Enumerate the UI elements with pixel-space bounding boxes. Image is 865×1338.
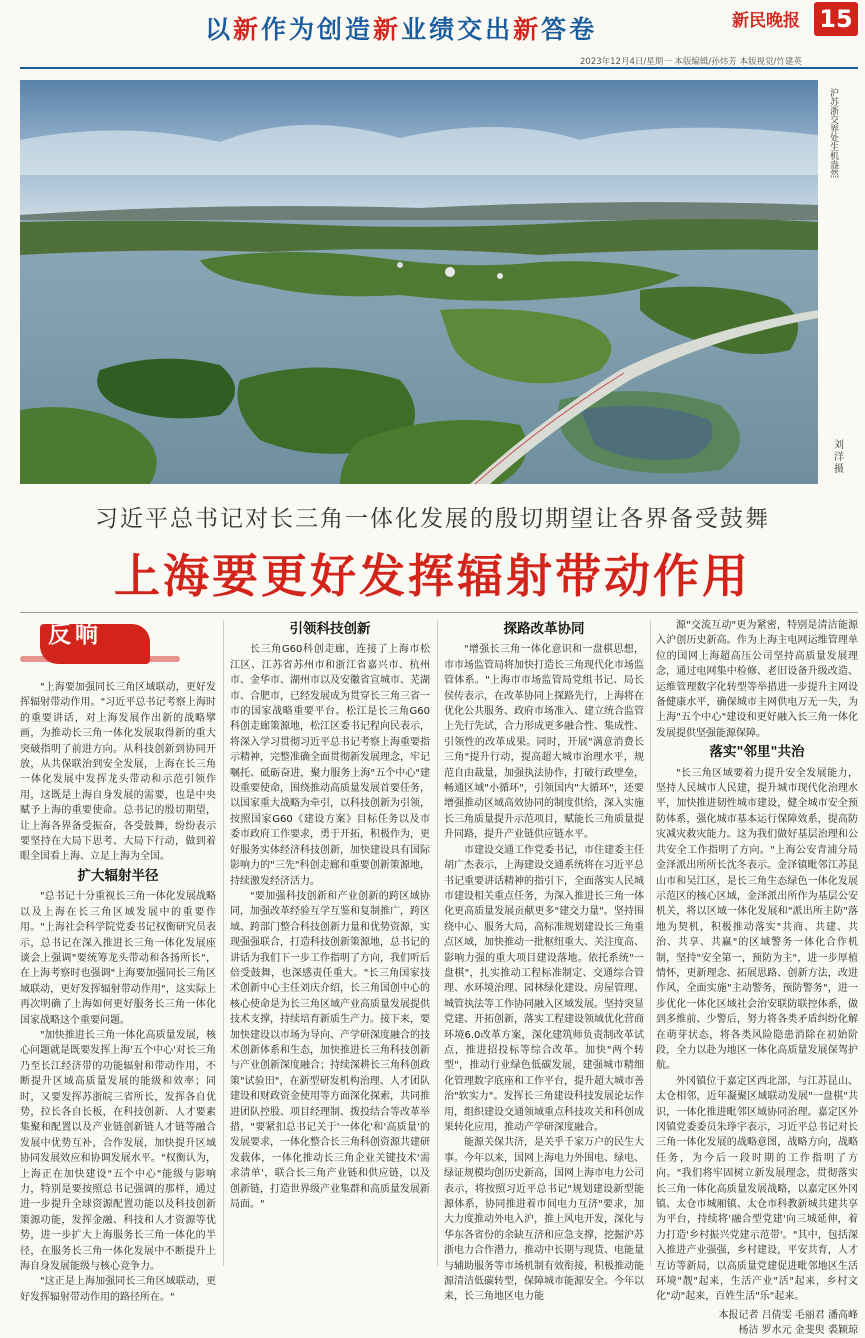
article-column-3 <box>444 618 644 1303</box>
section-heading: 落实"邻里"共治 <box>709 744 805 761</box>
photo-credit: 刘洋摄 <box>834 440 844 475</box>
headline-rule <box>20 612 858 613</box>
reporter-line: 杨洁 罗水元 金斐臾 裘颖琼 <box>738 1324 858 1336</box>
page-number: 15 <box>814 2 858 36</box>
dateline: 2023年12月4日/星期一 本版编辑/孙炜芳 本版视觉/竹建英 <box>580 57 802 67</box>
section-heading: 探路改革协同 <box>503 621 585 637</box>
header-rule <box>20 67 858 69</box>
aerial-photo <box>20 80 818 484</box>
paragraph: 能源关保共济，是关乎千家万户的民生大事。今年以来，国网上海电力外围电、绿电、绿证规模均创历史新高，国网上海市电力公司表示，将按照习近平总书记"规划建设新型能源体系，协同推进着市间电力互济"要求，加大力度推动外电入沪，推上风电开发，深化与华东各省份的余缺互济和应急支撑，挖掘沪苏浙电力合作潜力，推动中长期与现货、电能量与辅助服务等市场机制有效衔接，积极推动能源清洁低碳转型，保障城市能源安全。今年以来，长三角地区电力能 <box>444 1137 644 1303</box>
paragraph: "总书记十分重视长三角一体化发展战略以及上海在长三角区域发展中的重要作用。"上海社会科学院党委书记权衡研究员表示，总书记在深入推进长三角一体化发展座谈会上强调"要统筹龙头带动和各扬所长"，在上海考察时也强调"上海要加强同长三角区域联动，更好发挥辐射带动作用"，这实际上再次明确了上海如何更好服务长三角一体化国家战略这个重要问题。 <box>20 891 216 1026</box>
column-divider <box>437 620 438 1266</box>
paragraph: "加快推进长三角一体化高质量发展，核心问题就是既要发挥上海'五个中心'对长三角乃至长江经济带的功能辐射和带动作用，不断提升区域高质量发展的能级和效率；同时，又要发挥苏浙皖三省所长，发挥各自优势，拉长各自长板，在科技创新、人才要素集聚和配置以及产业链创新链人才链等融合发展中优势互补，合作发展，加快提升区域协同发展效应和协调发展水平。"权衡认为，上海正在加快建设"五个中心"能级与影响力，特别是要按照总书记强调的那样，通过进一步提升全球资源配置功能以及科技创新策源功能，发挥金融、科技和人才资源等优势，进一步扩大上海服务长三角一体化的半径，在服务长三角一体化发展中不断提升上海自身发展能级与核心竞争力。 <box>20 1029 216 1273</box>
section-heading: 引领科技创新 <box>289 621 371 637</box>
subheadline: 习近平总书记对长三角一体化发展的殷切期望让各界备受鼓舞 <box>95 506 770 532</box>
section-heading: 扩大辐射半径 <box>77 867 159 884</box>
photo-caption: 沪苏浙交界处生机盎然 <box>828 88 838 178</box>
reaction-badge <box>20 618 216 674</box>
paragraph: 长三角G60科创走廊，连接了上海市松江区、江苏省苏州市和浙江省嘉兴市、杭州市、金华市、湖州市以及安徽省宣城市、芜湖市、合肥市，已经发展成为贯穿长三角三省一市的国家战略重要平台。松江是长三角G60科创走廊策源地，松江区委书记程向民表示，将深入学习贯彻习近平总书记考察上海重要指示精神，完整准确全面贯彻新发展理念，牢记嘱托、砥砺奋进，聚力服务上海"五个中心"建设重要使命，围绕推动高质量发展首要任务，以国家重大战略为牵引，以科技创新为引领，按照国家G60《建设方案》目标任务以及市委市政府工作要求，勇于开拓，积极作为，更好服务实体经济科技创新，加快建设具有国际影响力的"三先"科创走廊和重要创新策源地，持续激发经济活力。 <box>230 644 430 887</box>
page-slogan: 以新作为创造新业绩交出新答卷 <box>205 15 598 44</box>
column-divider <box>650 620 651 1266</box>
paragraph: 源"交流互动"更为紧密，特别是清洁能源入沪创历史新高。作为上海主电网运维管理单位的国网上海超高压公司坚持高质量发展理念，通过电网集中检修、老旧设备升级改造、运维管理数字化转型等举措进一步提升主网设备健康水平，确保城市主网供电万无一失，为上海"五个中心"建设和更好融入长三角一体化发展提供坚强能源保障。 <box>656 620 858 739</box>
paragraph: 市建设交通工作党委书记，市住建委主任胡广杰表示，上海建设交通系统将在习近平总书记重要讲话精神的指引下，全面落实人民城市建设相关重点任务，为深入推进长三角一体化更高质量发展贡献更多"建交力量"。坚持围绕中心、服务大局，高标准规划建设长三角重点区域，加快推动一批枢纽重大、关注度高、影响力强的重大项目建设落地。依托系统"一盘棋"，扎实推动工程标准制定、交通综合管理、水环境治理、园林绿化建设、房屋管理、城管执法等工作协同融入区域发展。坚持突显党建、开拓创新，落实工程建设领域优化营商环境6.0改革方案，深化建筑师负责制改革试点，推进招投标等综合改革。加快"两个转型"，推动行业绿色低碳发展，建强城市精细化管理数字底座和工作平台，提升超大城市善治"软实力"。发挥长三角建设科技发展论坛作用，组织建设交通领域重点科技攻关和科创成果转化应用，推动产学研深度融合。 <box>444 844 644 1133</box>
reporter-byline <box>656 1308 858 1338</box>
paragraph: "这正是上海加强同长三角区域联动，更好发挥辐射带动作用的路径所在。" <box>20 1276 216 1303</box>
article-column-1 <box>20 618 216 1303</box>
paragraph: "上海要加强同长三角区域联动，更好发挥辐射带动作用。"习近平总书记考察上海时的重要讲话，对上海发展作出新的战略擘画，为推动长三角一体化发展取得新的重大突破指明了前进方向。从科技创新到协同开放，从共保联治到安全发展，上海在长三角一体化发展中发挥龙头带动和示范引领作用，这既是上海自身发展的需要，也是中央赋予上海的重要使命。总书记的殷切期望，让上海各界备受振奋，各受鼓舞，纷纷表示要坚持在大局下思考、大局下行动，做到着眼全国看上海、立足上海为全国。 <box>20 682 216 863</box>
article-column-2 <box>230 618 430 1266</box>
column-divider <box>223 620 224 1266</box>
headline: 上海要更好发挥辐射带动作用 <box>114 549 751 603</box>
reporter-line: 本报记者 吕倩雯 毛丽君 潘高峰 <box>718 1309 858 1321</box>
page-header <box>0 0 865 52</box>
paragraph: "长三角区域要着力提升安全发展能力，坚持人民城市人民建，提升城市现代化治理水平，加快推进韧性城市建设，健全城市安全预防体系，强化城市基本运行保障效系，提高防灾减灾救灾能力。这为我们做好基层治理和公共安全工作指明了方向。"上海公安青浦分局金泽派出所所长沈冬表示。金泽镇毗邻江苏昆山市和吴江区，是长三角生态绿色一体化发展示范区的核心区域，金泽派出所作为基层公安机关，将以区域一体化发展和"派出所主防"落地为契机，积极推动落实"共商、共建、共治、共享、共赢"的区域警务一体化合作机制，坚持"安全第一，预防为主"，进一步厚植情怀，更新理念、拓展思路、创新方法，改进作风，全面实施"主动警务，预防警务"，进一步优化一体化区域社会治安联防联控体系，做到多维前、少警后，努力将各类矛盾纠纷化解在萌芽状态，将各类风险隐患消除在初始阶段，全力以赴为地区一体化高质量发展保驾护航。 <box>656 767 858 1072</box>
badge-label: 反响 <box>48 622 102 648</box>
paragraph: "要加强科技创新和产业创新的跨区域协同，加强改革经验互学互鉴和复制推广，跨区域、跨部门整合科技创新力量和优势资源，实现强强联合，打造科技创新策源地，总书记的讲话为我们下一步工作指明了方向，我们听后倍受鼓舞，也深感责任重大。"长三角国家技术创新中心主任刘庆介绍，长三角国创中心的核心使命是为长三角区域产业高质量发展提供技术支撑，持续培育新质生产力。接下来，要加快建设以市场为导向、产学研深度融合的技术创新体系和生态，加快推进长三角科技创新与产业创新深度融合；持续深耕长三角科创政策"试验田"，在新型研发机构治理、人才团队建设和财政资金使用等方面深化探索，共同推进团队控股、项目经理制、拨投结合等改革举措，"要紧扣总书记关于'一体化'和'高质量'的发展要求，一体化整合长三角科创资源共建研发载体，一体化推动长三角企业关键技术'需求清单'，联合长三角产业链和供应链，以及创新链，打造世界级产业集群和高质量发展新局面。" <box>230 890 430 1211</box>
paragraph: 外冈镇位于嘉定区西北部，与江苏昆山、太仓相邻，近年凝聚区域联动发展"一盘棋"共识，一体化推进毗邻区域协同治理。嘉定区外冈镇党委委员朱琤宇表示，习近平总书记对长三角一体化发展的战略意图，战略方向，战略任务，为今后一段时期的工作指明了方向。"我们将牢固树立新发展理念，贯彻落实长三角一体化高质量发展战略，以嘉定区外冈镇、太仓市城厢镇、太仓市科教新城共建共享为平台，持续将'融合型党建'向三城延伸，着力打造'乡村振兴党建示范带'。"其中，包括深入推进产业强强，乡村建设，平安共育，人才互访等新局，以高质量党建促进毗邻地区生活环境"靓"起来，生活产业"活"起来，乡村文化"动"起来，百姓生活"乐"起来。 <box>656 1075 858 1303</box>
article-column-4 <box>656 618 858 1336</box>
paragraph: "增强长三角一体化意识和一盘棋思想，市市场监管局将加快打造长三角现代化市场监管体系。"上海市市场监管局党组书记、局长侯传表示，在改革协同上探路先行，上海将在优化公共服务、政府市场准入、建立统合监管上先行先试，合力形成更多融合性、集成性、引领性的改革成果。同时，开展"满意消费长三角"提升行动，提高超大城市治理水平，规范自由裁量，加强执法协作，打破行政壁垒，畅通区域"小循环"，引领国内"大循环"，还要增强推动区域高效协同的制度供给，深入实施长三角质量提升示范项目，赋能长三角质量提升同路，提升产业链供应链水平。 <box>444 644 644 841</box>
masthead-logo: 新民晚报 <box>732 11 800 31</box>
